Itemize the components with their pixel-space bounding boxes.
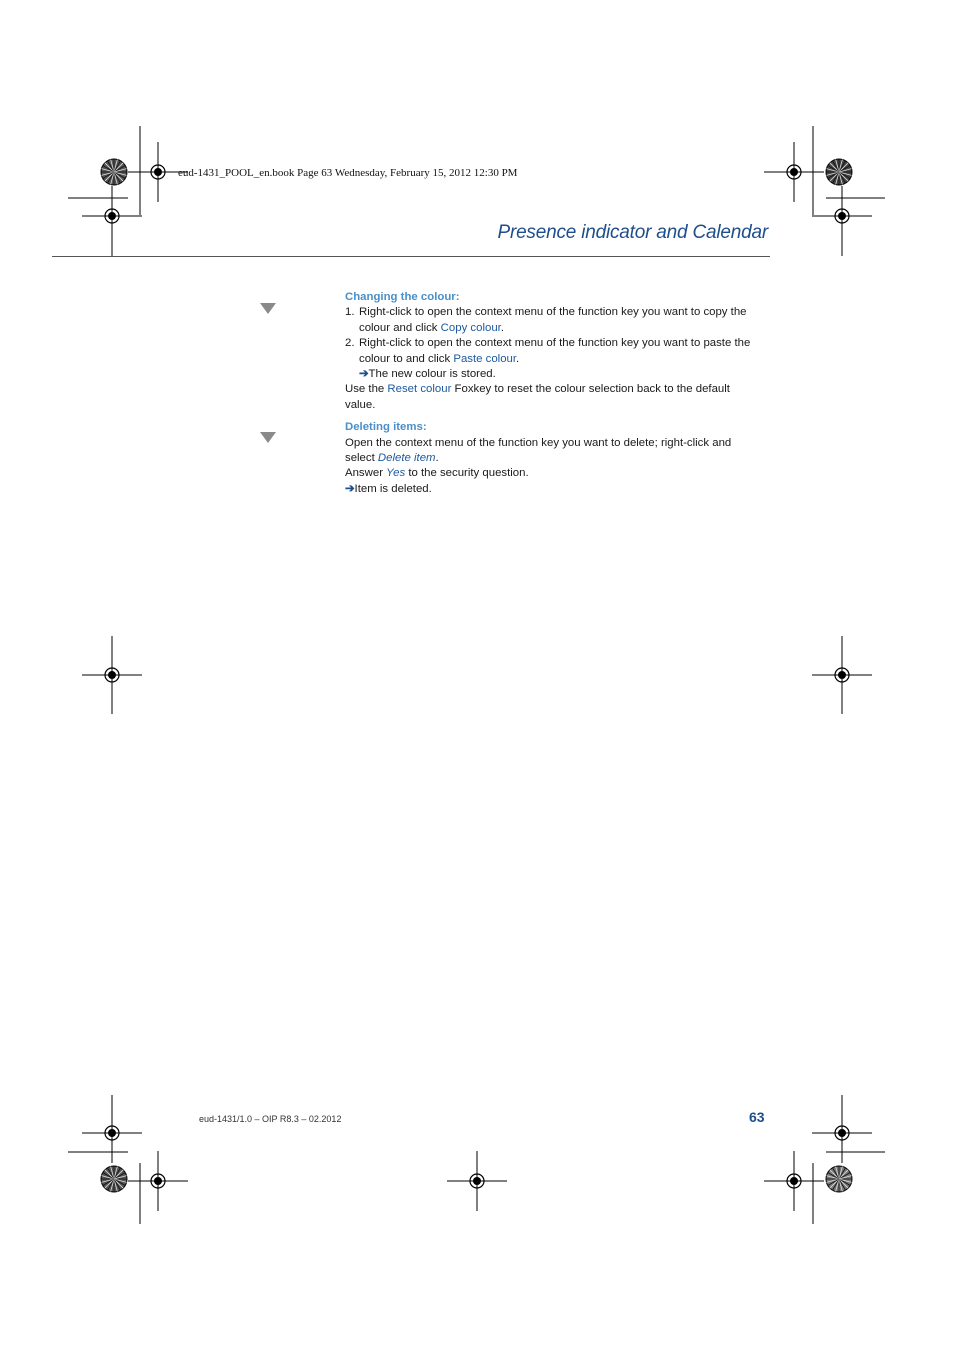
section-heading-delete: Deleting items: [345,421,427,434]
result-line: ➔The new colour is stored. [359,368,496,381]
step-text: Right-click to open the context menu of the function key you want to paste the colour to and click Paste colour. [359,337,751,365]
registration-crosshair-icon [82,186,142,246]
registration-crosshair-icon [128,1151,188,1211]
step-number: 1. [345,306,355,319]
main-content [345,290,760,497]
step-1 [345,305,760,336]
reset-colour-link[interactable]: Reset colour [387,383,452,396]
registration-rosette-icon [826,1166,852,1192]
section-marker-icon [260,303,276,314]
title-divider [52,256,770,257]
registration-crosshair-icon [764,142,824,202]
footer-document-id: eud-1431/1.0 – OIP R8.3 – 02.2012 [199,1114,342,1124]
registration-crosshair-icon [812,1103,872,1163]
page-title: Presence indicator and Calendar [497,222,768,243]
registration-rosette-icon [826,159,852,185]
delete-item-link[interactable]: Delete item [377,452,436,465]
answer-paragraph: Answer Yes to the security question. [345,467,529,480]
result-arrow-icon: ➔ [345,482,355,495]
registration-crosshair-icon [812,645,872,705]
delete-paragraph: Open the context menu of the function key you want to delete; right-click and select Delete item. [345,436,732,465]
step-2 [345,336,760,367]
registration-crosshair-icon [82,645,142,705]
result-arrow-icon: ➔ [359,368,369,381]
section-heading-colour: Changing the colour: [345,291,460,303]
registration-crosshair-icon [812,186,872,246]
registration-rosette-icon [101,1166,127,1192]
registration-rosette-icon [101,159,127,185]
page-number: 63 [749,1109,765,1125]
registration-crosshair-icon [447,1151,507,1211]
step-text: Right-click to open the context menu of the function key you want to copy the colour and click Copy colour. [359,306,747,334]
step-number: 2. [345,337,355,350]
book-header: eud-1431_POOL_en.book Page 63 Wednesday, February 15, 2012 12:30 PM [178,167,518,179]
paste-colour-link[interactable]: Paste colour [453,352,517,365]
registration-crosshair-icon [764,1151,824,1211]
result-line: ➔Item is deleted. [345,482,432,495]
reset-colour-paragraph: Use the Reset colour Foxkey to reset the colour selection back to the default value. [345,383,730,411]
copy-colour-link[interactable]: Copy colour [440,321,501,334]
yes-link[interactable]: Yes [386,467,406,480]
registration-crosshair-icon [82,1103,142,1163]
section-marker-icon [260,432,276,443]
